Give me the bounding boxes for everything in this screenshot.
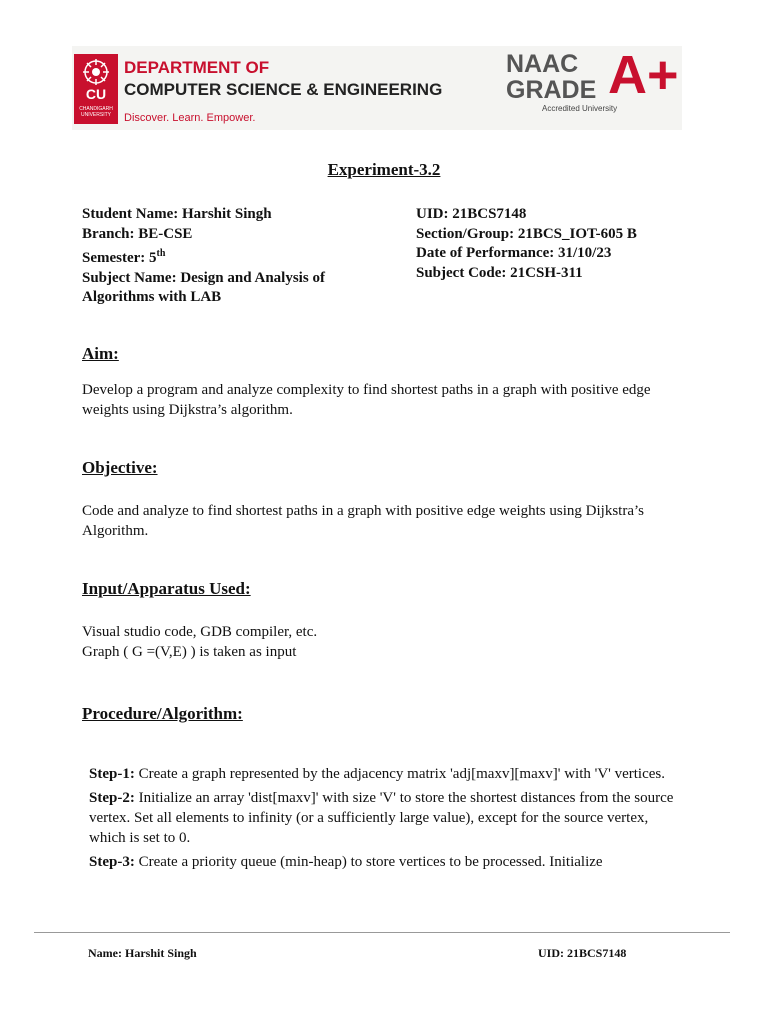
input-line1: Visual studio code, GDB compiler, etc. [82,624,318,640]
accredited-label: Accredited University [542,104,618,113]
department-title-line1: DEPARTMENT OF [124,58,270,77]
date-of-performance: Date of Performance: 31/10/23 [416,245,612,261]
semester: Semester: 5th [82,248,166,266]
logo-subtext: CHANDIGARH UNIVERSITY [79,106,113,118]
student-info-right [416,205,637,283]
student-info-left [82,205,325,308]
branch: Branch: BE-CSE [82,225,193,242]
input-line2: Graph ( G =(V,E) ) is taken as input [82,644,297,660]
footer-uid: UID: 21BCS7148 [538,946,627,960]
naac-label: NAAC [506,50,579,78]
objective-text: Code and analyze to find shortest paths in a graph with positive edge weights using Dijkstra’s Algorithm. [82,503,644,539]
university-logo [74,54,118,124]
emblem-icon [82,58,110,86]
procedure-heading: Procedure/Algorithm: [82,704,243,723]
step-3: Step-3: Create a priority queue (min-heap) to store vertices to be processed. Initialize [89,854,603,870]
student-name: Student Name: Harshit Singh [82,206,272,222]
procedure-steps [89,764,679,876]
section-group: Section/Group: 21BCS_IOT-605 B [416,225,637,242]
input-heading: Input/Apparatus Used: [82,579,251,598]
subject-name-line2: Algorithms with LAB [82,289,222,305]
step-2: Step-2: Initialize an array 'dist[maxv]' with size 'V' to store the shortest distances from the source vertex. Set all elements to infinity (or a sufficiently large value), except for the source vertex, which is set to 0. [89,790,674,846]
department-banner [72,46,682,130]
subject-name-line1: Subject Name: Design and Analysis of [82,269,325,286]
logo-text: CU [85,86,107,102]
tagline: Discover. Learn. Empower. [124,112,256,124]
step-1: Step-1: Create a graph represented by the adjacency matrix 'adj[maxv][maxv]' with 'V' vertices. [89,766,665,782]
naac-grade: A+ [608,45,679,105]
aim-heading: Aim: [82,344,119,363]
aim-text: Develop a program and analyze complexity to find shortest paths in a graph with positive edge weights using Dijkstra’s algorithm. [82,382,651,418]
grade-label: GRADE [506,76,597,104]
subject-code: Subject Code: 21CSH-311 [416,264,583,281]
uid: UID: 21BCS7148 [416,206,527,222]
department-title-line2: COMPUTER SCIENCE & ENGINEERING [124,80,443,99]
objective-heading: Objective: [82,458,158,477]
footer-name: Name: Harshit Singh [88,946,197,960]
experiment-title: Experiment-3.2 [327,160,441,179]
footer-divider [34,932,730,933]
